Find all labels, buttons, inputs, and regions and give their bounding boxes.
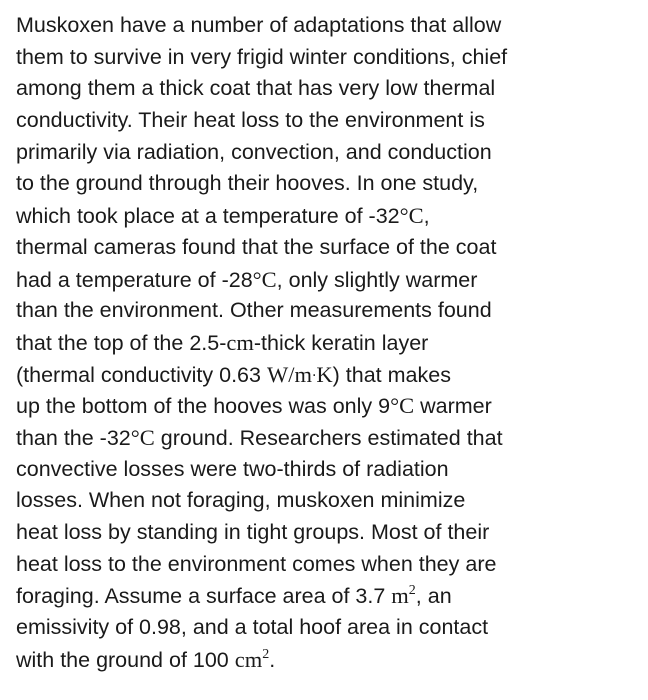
math-unit: °C <box>252 266 277 292</box>
math-unit: K <box>316 361 333 387</box>
text-line <box>16 42 638 74</box>
text-run: than the -32 <box>16 425 131 450</box>
text-run: them to survive in very frigid winter conditions, chief <box>16 44 508 69</box>
text-line <box>16 10 638 42</box>
text-line <box>16 295 638 327</box>
text-run: (thermal conductivity 0.63 <box>16 362 267 387</box>
text-line <box>16 580 638 612</box>
text-line <box>16 168 638 200</box>
text-run: Muskoxen have a number of adaptations that allow <box>16 13 502 37</box>
math-exponent <box>409 583 416 608</box>
text-run: to the ground through their hooves. In one study, <box>16 171 479 196</box>
text-line <box>16 232 638 264</box>
text-run: warmer <box>414 394 492 419</box>
text-line <box>16 454 638 486</box>
text-run: among them a thick coat that has very low thermal <box>16 76 496 101</box>
text-run: foraging. Assume a surface area of 3.7 <box>16 584 392 609</box>
text-run: ) that makes <box>332 362 451 387</box>
text-line <box>16 517 638 549</box>
text-run: primarily via radiation, convection, and conduction <box>16 139 492 164</box>
multiply-dot: · <box>311 367 317 384</box>
problem-text <box>16 10 638 675</box>
text-run: . <box>269 647 276 672</box>
text-run: ground. Researchers estimated that <box>154 425 503 450</box>
text-line <box>16 359 638 391</box>
text-line <box>16 200 638 232</box>
text-line <box>16 73 638 105</box>
text-line <box>16 327 638 359</box>
text-line <box>16 485 638 517</box>
text-line <box>16 264 638 296</box>
text-run: convective losses were two-thirds of radiation <box>16 456 449 481</box>
math-unit: m <box>391 583 409 609</box>
text-run: had a temperature of -28 <box>16 267 253 292</box>
superscript: 2 <box>262 646 270 662</box>
text-line <box>16 612 638 644</box>
text-run: , an <box>415 584 452 609</box>
math-unit: cm <box>234 646 263 672</box>
math-unit: °C <box>390 393 415 419</box>
text-line <box>16 644 638 676</box>
math-unit: °C <box>130 424 155 450</box>
text-line <box>16 549 638 581</box>
text-run: heat loss to the environment comes when they are <box>16 551 497 576</box>
text-run: , <box>423 204 430 229</box>
text-line <box>16 390 638 422</box>
text-run: , only slightly warmer <box>276 267 478 292</box>
math-unit: °C <box>399 203 424 229</box>
superscript: 2 <box>408 583 416 599</box>
math-unit: W/m <box>266 361 312 387</box>
text-run: which took place at a temperature of -32 <box>16 204 400 229</box>
text-run: with the ground of 100 <box>16 647 235 672</box>
text-run: heat loss by standing in tight groups. Most of their <box>16 520 490 544</box>
text-run: up the bottom of the hooves was only 9 <box>16 394 391 419</box>
text-run: that the top of the 2.5- <box>16 330 227 355</box>
math-unit: cm <box>226 329 254 355</box>
text-line <box>16 137 638 169</box>
text-run: -thick keratin layer <box>253 330 429 355</box>
text-line <box>16 422 638 454</box>
text-run: losses. When not foraging, muskoxen minimize <box>16 488 466 513</box>
text-run: conductivity. Their heat loss to the environment is <box>16 108 485 133</box>
text-run: emissivity of 0.98, and a total hoof area in contact <box>16 615 489 640</box>
text-run: thermal cameras found that the surface of the coat <box>16 234 497 259</box>
text-run: than the environment. Other measurements found <box>16 298 492 323</box>
text-line <box>16 105 638 137</box>
